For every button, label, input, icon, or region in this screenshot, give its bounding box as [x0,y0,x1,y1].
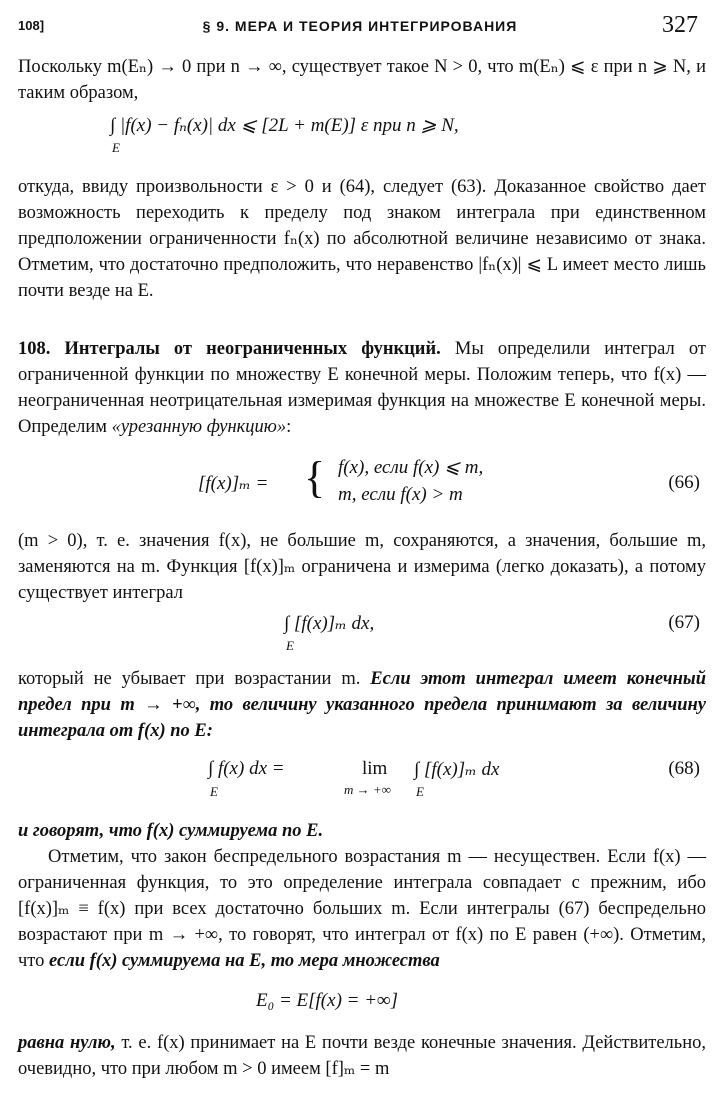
paragraph-7-text: т. е. f(x) принимает на E почти везде конечные значения. Действительно, очевидно, что при любом m > 0 имеем [f]ₘ = m [18,1033,706,1079]
paragraph-7-italic: равна нулю, [18,1033,116,1053]
equation-67-expr: ∫ [f(x)]ₘ dx, [284,613,375,634]
section-italic: «урезанную функцию» [111,417,287,437]
section-marker: 108] [18,18,45,33]
section-text: Мы определили интеграл от ограниченной функции по множеству E конечной меры. Положим теперь, что f(x) — неограниченная неотрицательная измеримая функция на множестве E конечной меры. Определим [18,339,706,437]
section-heading: 108. Интегралы от неограниченных функций. [18,339,441,359]
page-number: 327 [662,12,698,38]
equation-68-lim: lim [362,758,388,779]
case-row-2: m, если f(x) > m [338,484,463,505]
equation-e0 [18,986,706,1026]
left-brace: { [304,453,326,502]
page-header [18,12,702,42]
case-row-1: f(x), если f(x) ⩽ m, [338,457,484,478]
paragraph-4 [18,666,706,744]
paragraph-4-italic: Если этот интеграл имеет конечный предел при m → +∞, то величину указанного предела принимают за величину интеграла от f(x) по E: [18,669,707,741]
equation-68-lhs: ∫ f(x) dx = [208,758,285,779]
equation-67 [18,608,706,653]
equation-68 [18,752,706,802]
equation-68-rhs: ∫ [f(x)]ₘ dx [414,759,500,780]
equation-68-sub-right: E [416,784,424,799]
equation-1 [18,110,706,155]
equation-68-number: (68) [668,758,700,779]
paragraph-2: откуда, ввиду произвольности ε > 0 и (64), следует (63). Доказанное свойство дает возможность переходить к пределу под знаком интеграла при единственном предположении ограниченности fₙ(x) по абсолютной величине независимо от знака. Отметим, что достаточно предположить, что неравенство |fₙ(x)| ⩽ L имеет место лишь почти везде на E. [18,177,706,301]
equation-e0-expr: E₀ = E[f(x) = +∞] [256,990,398,1011]
equation-67-number: (67) [668,612,700,633]
paragraph-4-text: который не убывает при возрастании m. [18,669,371,689]
paragraph-5 [18,818,706,844]
equation-66 [18,453,706,516]
paragraph-1: Поскольку m(Eₙ) → 0 при n → ∞, существует такое N > 0, что m(Eₙ) ⩽ ε при n ⩾ N, и таким образом, [18,57,706,103]
equation-68-lim-sub: m → +∞ [344,782,391,797]
equation-66-lhs: [f(x)]ₘ = [198,473,269,494]
equation-66-number: (66) [668,472,700,493]
paragraph-5-italic: и говорят, что f(x) суммируема по E. [18,821,324,841]
equation-1-expr: ∫ |f(x) − fₙ(x)| dx ⩽ [2L + m(E)] ε при n ⩾ N, [110,115,459,136]
equation-67-sub: E [286,638,294,653]
paragraph-6-italic: если f(x) суммируема на E, то мера множества [49,951,440,971]
paragraph-6 [18,844,706,974]
equation-1-sub: E [112,140,120,155]
section-text-end: : [286,417,292,437]
paragraph-7 [18,1030,706,1082]
section-108 [18,336,706,440]
equation-68-sub-left: E [210,784,218,799]
paragraph-3: (m > 0), т. е. значения f(x), не большие m, сохраняются, а значения, большие m, заменяются на m. Функция [f(x)]ₘ ограничена и измерима (легко доказать), а потому существует интеграл [18,531,706,603]
running-title: § 9. МЕРА И ТЕОРИЯ ИНТЕГРИРОВАНИЯ [202,18,518,34]
paragraph-6-text: Отметим, что закон беспредельного возрастания m — несуществен. Если f(x) — ограниченная функция, то это определение интеграла совпадает с прежним, ибо [f(x)]ₘ ≡ f(x) при всех достаточно больших m. Если интегралы (67) беспредельно возрастают при m → +∞, то говорят, что интеграл от f(x) по E равен (+∞). Отметим, что [18,847,706,971]
equation-66-cases [338,456,638,512]
